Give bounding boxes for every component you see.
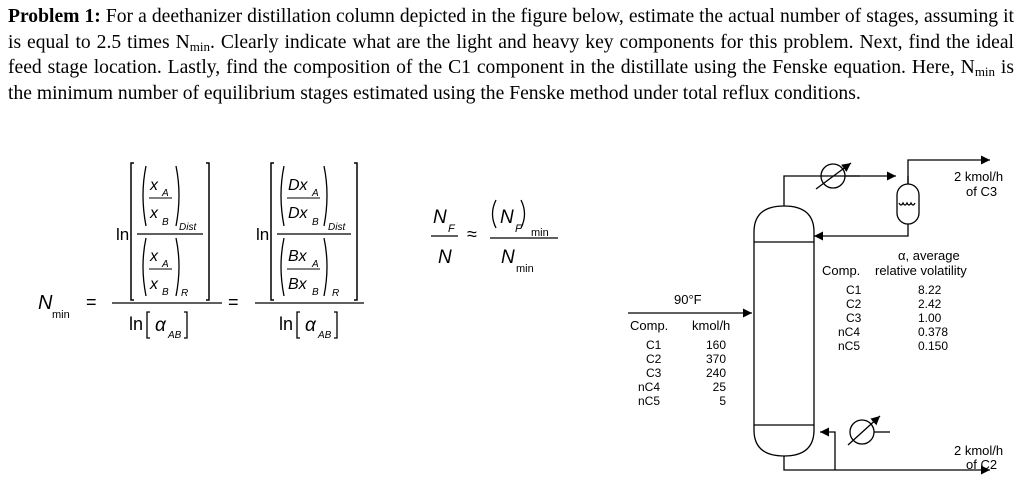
- nmin-subscript-1: min: [189, 38, 210, 54]
- feed-component-list: [638, 338, 662, 408]
- vol-comp-C2: C2: [846, 297, 862, 311]
- feed-stage-ratio: [431, 200, 558, 275]
- top-xA-sub: A: [162, 188, 169, 199]
- bottoms-rate-label: 2 kmol/h: [954, 443, 1004, 458]
- volatility-header-2: relative volatility: [875, 263, 967, 278]
- reboiler-return: [820, 432, 835, 470]
- vol-value-nC4: 0.378: [918, 325, 949, 339]
- vol-comp-C1: C1: [846, 283, 862, 297]
- vol-value-C2: 2.42: [918, 297, 942, 311]
- top-DxA: Dx: [288, 177, 308, 194]
- fraction-Dx-form: [255, 163, 364, 341]
- feed-kmol-header: kmol/h: [692, 318, 731, 333]
- top-xB: x: [150, 205, 158, 222]
- bracket-right-1: [206, 163, 209, 300]
- feed-comp-header: Comp.: [630, 318, 669, 333]
- feed-comp-C1: C1: [646, 338, 662, 352]
- ratio-NF: N: [433, 207, 447, 228]
- feed-kmol-C3: 240: [705, 366, 726, 380]
- ratio-approx: ≈: [467, 224, 477, 244]
- distillate-rate-label: 2 kmol/h: [954, 169, 1004, 184]
- r-label-2: R: [332, 288, 340, 299]
- vol-value-nC5: 0.150: [918, 339, 949, 353]
- paren-open-3: [281, 166, 284, 226]
- dist-label-1: Dist: [179, 222, 197, 233]
- paren-close-4: [324, 238, 327, 296]
- denom-bracket-l-1: [147, 312, 150, 338]
- ratio-N: N: [438, 247, 452, 268]
- top-xA: x: [150, 177, 158, 194]
- bracket-left-2: [271, 163, 274, 300]
- bracket-right-2: [354, 163, 357, 300]
- feed-comp-nC5: nC5: [638, 394, 661, 408]
- paren-open-1: [143, 166, 146, 226]
- paren-close-1: [176, 166, 179, 226]
- denom-bracket-l-2: [297, 312, 300, 338]
- feed-kmol-nC4: 25: [712, 380, 726, 394]
- top-DxA-sub: A: [312, 188, 319, 199]
- column-vessel: [754, 206, 814, 456]
- ratio-NF2-sub: F: [515, 223, 522, 235]
- eq-equals-2: =: [228, 292, 239, 312]
- top-DxB-sub: B: [312, 217, 319, 228]
- denom-AB-2: AB: [318, 330, 332, 341]
- distillate-comp-label: of C3: [966, 184, 998, 199]
- feed-comp-C3: C3: [646, 366, 662, 380]
- top-xB-sub: B: [162, 217, 169, 228]
- bottoms-line: [784, 456, 990, 470]
- ln-1: ln: [116, 225, 130, 244]
- ratio-Nmin: N: [501, 247, 515, 268]
- problem-text-2: . Clearly indicate what are the light and heavy key components for this problem. Next, find the ideal feed stage location. Lastly, find the composition of the C1 component in the distillate using the Fenske equation. Here, N: [8, 31, 1014, 78]
- feed-kmol-list: [706, 338, 726, 408]
- bracket-left-1: [131, 163, 134, 300]
- bot-BxB-sub: B: [312, 287, 319, 298]
- vol-comp-nC5: nC5: [838, 339, 861, 353]
- volatility-comp-header: Comp.: [822, 263, 861, 278]
- top-DxB: Dx: [288, 205, 308, 222]
- ratio-NF-sub: F: [448, 223, 455, 235]
- ratio-Nmin-sub: min: [516, 263, 534, 275]
- denom-ln-1: ln: [129, 314, 144, 334]
- ln-2: ln: [256, 225, 270, 244]
- feed-kmol-nC5: 5: [719, 394, 726, 408]
- bot-xB: x: [150, 276, 158, 293]
- paren-open-4: [281, 238, 284, 296]
- ratio-NF2: N: [500, 207, 514, 228]
- denom-AB-1: AB: [168, 330, 182, 341]
- bot-BxA-sub: A: [312, 259, 319, 270]
- dist-label-2: Dist: [328, 222, 346, 233]
- eq-N-min-sub: min: [52, 309, 70, 321]
- volatility-value-list: [918, 283, 948, 353]
- paren-open-2: [143, 238, 146, 296]
- feed-kmol-C1: 160: [705, 338, 726, 352]
- vol-comp-C3: C3: [846, 311, 862, 325]
- problem-label: Problem 1:: [8, 6, 101, 27]
- bot-BxB: Bx: [288, 276, 307, 293]
- reflux-line: [814, 224, 908, 236]
- volatility-component-list: [838, 283, 862, 353]
- denom-alpha-2: α: [305, 315, 316, 336]
- denom-ln-2: ln: [279, 314, 294, 334]
- vol-value-C3: 1.00: [918, 311, 942, 325]
- r-label-1: R: [181, 288, 189, 299]
- feed-comp-C2: C2: [646, 352, 662, 366]
- vol-comp-nC4: nC4: [838, 325, 861, 339]
- denom-bracket-r-1: [184, 312, 187, 338]
- eq-N: N: [38, 292, 53, 314]
- bottoms-comp-label: of C2: [966, 457, 998, 472]
- problem-text-3: is the minimum number of equilibrium stages estimated using the Fenske method under total reflux conditions.: [8, 57, 1014, 104]
- denom-bracket-r-2: [334, 312, 337, 338]
- problem-text-1: For a deethanizer distillation column depicted in the figure below, estimate the actual number of stages, assuming it is equal to 2.5 times N: [8, 6, 1014, 53]
- fenske-equation: [38, 163, 364, 341]
- bot-xA: x: [150, 248, 158, 265]
- fraction-x-form: [112, 163, 222, 341]
- ratio-min-sub: min: [531, 227, 549, 239]
- ratio-paren-open: [493, 200, 497, 228]
- bot-xB-sub: B: [162, 287, 169, 298]
- nmin-subscript-2: min: [974, 64, 996, 79]
- bot-BxA: Bx: [288, 248, 307, 265]
- eq-equals-1: =: [86, 292, 97, 312]
- feed-temp-label: 90°F: [674, 292, 702, 307]
- liquid-level-icon: [899, 203, 915, 205]
- volatility-header-1: α, average: [898, 248, 960, 263]
- feed-kmol-C2: 370: [705, 352, 726, 366]
- vol-value-C1: 8.22: [918, 283, 942, 297]
- paren-close-3: [324, 166, 327, 226]
- paren-close-2: [176, 238, 179, 296]
- bot-xA-sub: A: [162, 259, 169, 270]
- feed-comp-nC4: nC4: [638, 380, 661, 394]
- denom-alpha-1: α: [155, 315, 166, 336]
